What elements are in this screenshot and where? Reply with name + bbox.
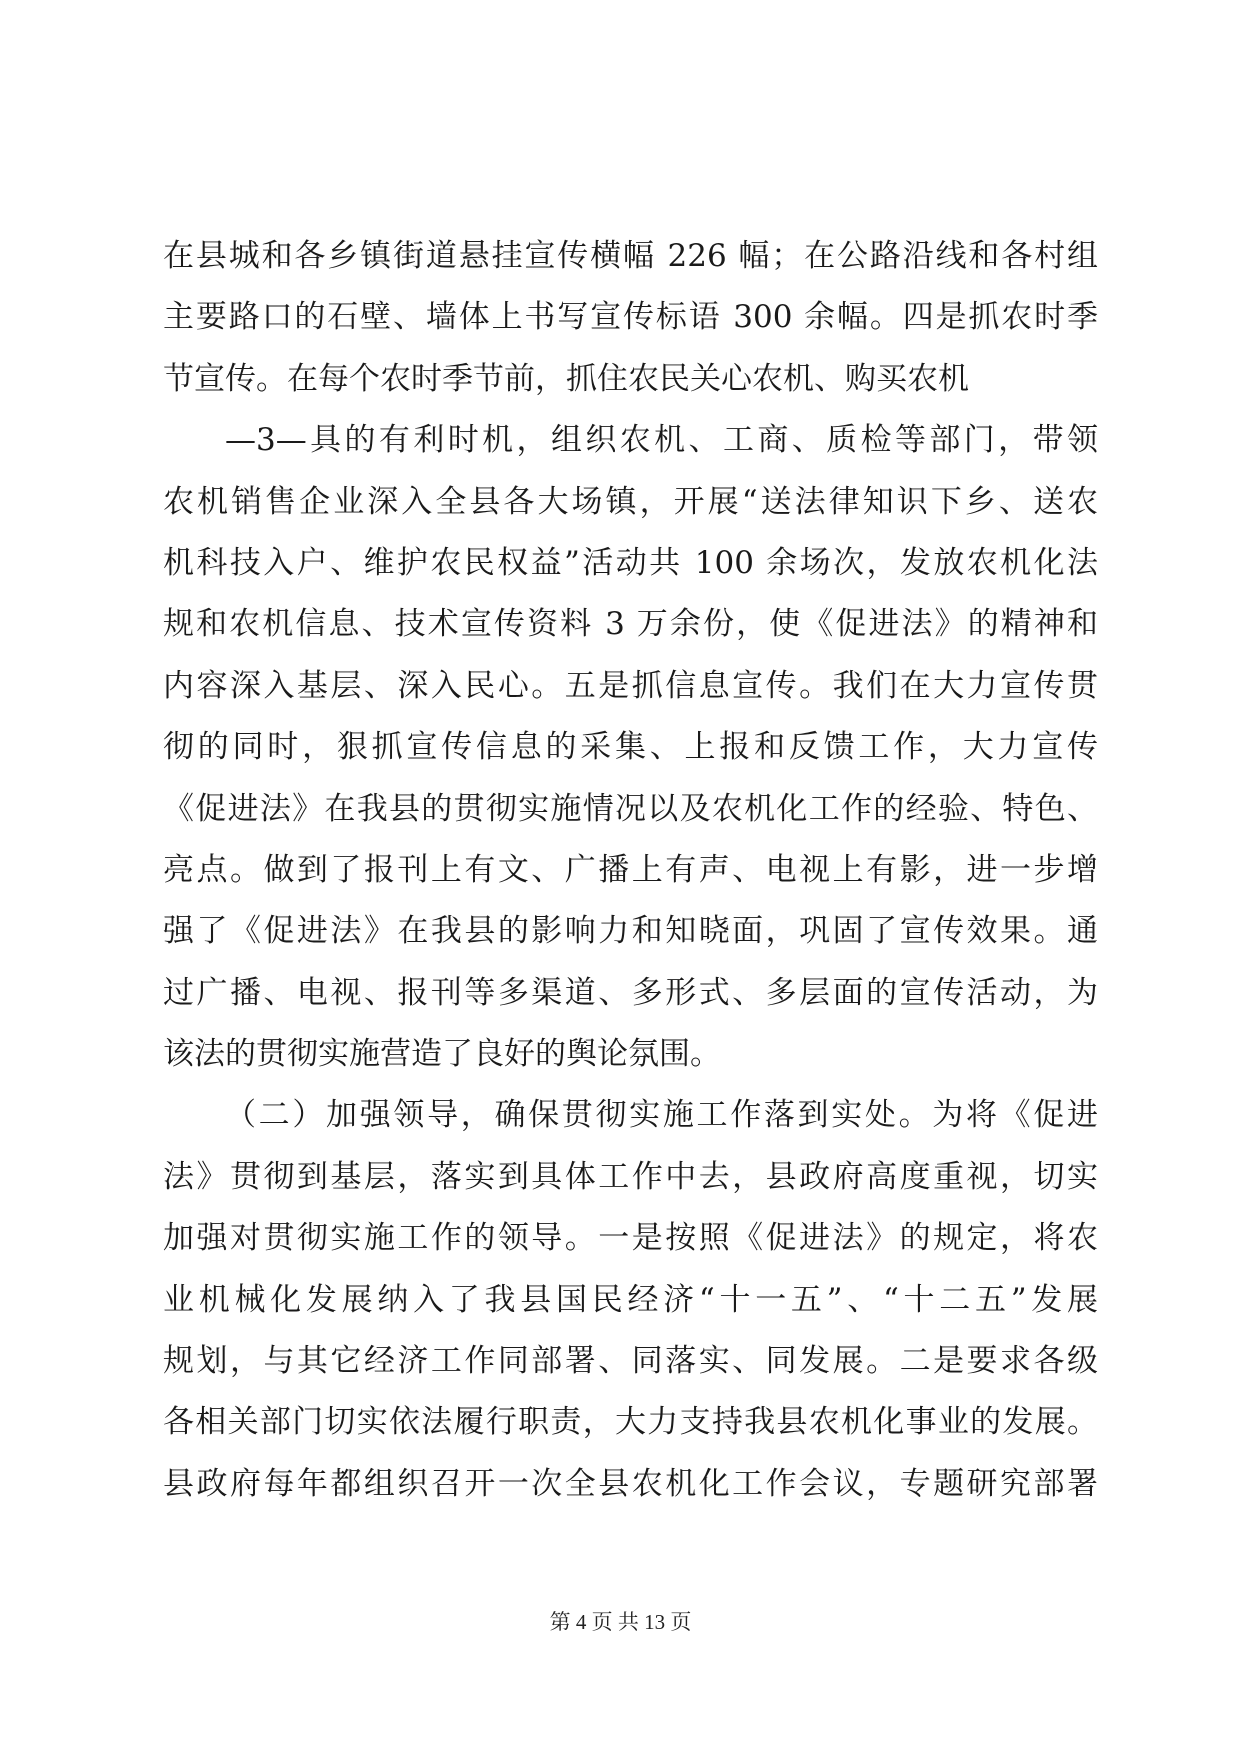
text-line: 强了《促进法》在我县的影响力和知晓面，巩固了宣传效果。通 <box>163 913 1098 950</box>
text-line: 亮点。做到了报刊上有文、广播上有声、电视上有影，进一步增 <box>163 851 1098 888</box>
text-line: 机科技入户、维护农民权益”活动共 100 余场次，发放农机化法 <box>163 544 1098 581</box>
text-line: 规划，与其它经济工作同部署、同落实、同发展。二是要求各级 <box>163 1343 1098 1380</box>
text-line: 农机销售企业深入全县各大场镇，开展“送法律知识下乡、送农 <box>163 483 1098 520</box>
text-line: 该法的贯彻实施营造了良好的舆论氛围。 <box>163 1036 721 1073</box>
page-number-footer: 第 4 页 共 13 页 <box>549 1610 692 1634</box>
text-line: 内容深入基层、深入民心。五是抓信息宣传。我们在大力宣传贯 <box>163 667 1098 704</box>
text-line: 节宣传。在每个农时季节前，抓住农民关心农机、购买农机 <box>163 360 969 397</box>
body-text <box>163 226 1098 1515</box>
text-line: 规和农机信息、技术宣传资料 3 万余份，使《促进法》的精神和 <box>163 606 1098 643</box>
text-line: 加强对贯彻实施工作的领导。一是按照《促进法》的规定，将农 <box>163 1220 1098 1257</box>
text-line: 在县城和各乡镇街道悬挂宣传横幅 226 幅；在公路沿线和各村组 <box>163 238 1098 274</box>
text-line: 法》贯彻到基层，落实到具体工作中去，县政府高度重视，切实 <box>163 1158 1098 1195</box>
text-line: 各相关部门切实依法履行职责，大力支持我县农机化事业的发展。 <box>163 1404 1098 1441</box>
text-line: 《促进法》在我县的贯彻实施情况以及农机化工作的经验、特色、 <box>163 790 1098 827</box>
text-line: 过广播、电视、报刊等多渠道、多形式、多层面的宣传活动，为 <box>163 974 1098 1011</box>
text-line: 主要路口的石壁、墙体上书写宣传标语 300 余幅。四是抓农时季 <box>163 299 1098 336</box>
text-line: 彻的同时，狠抓宣传信息的采集、上报和反馈工作，大力宣传 <box>163 729 1098 766</box>
text-line: —3—具的有利时机，组织农机、工商、质检等部门，带领 <box>225 422 1098 459</box>
text-line: 县政府每年都组织召开一次全县农机化工作会议，专题研究部署 <box>163 1465 1098 1502</box>
paragraph-heading-line: （二）加强领导，确保贯彻实施工作落到实处。为将《促进 <box>225 1097 1098 1134</box>
text-line: 业机械化发展纳入了我县国民经济“十一五”、“十二五”发展 <box>163 1281 1098 1318</box>
